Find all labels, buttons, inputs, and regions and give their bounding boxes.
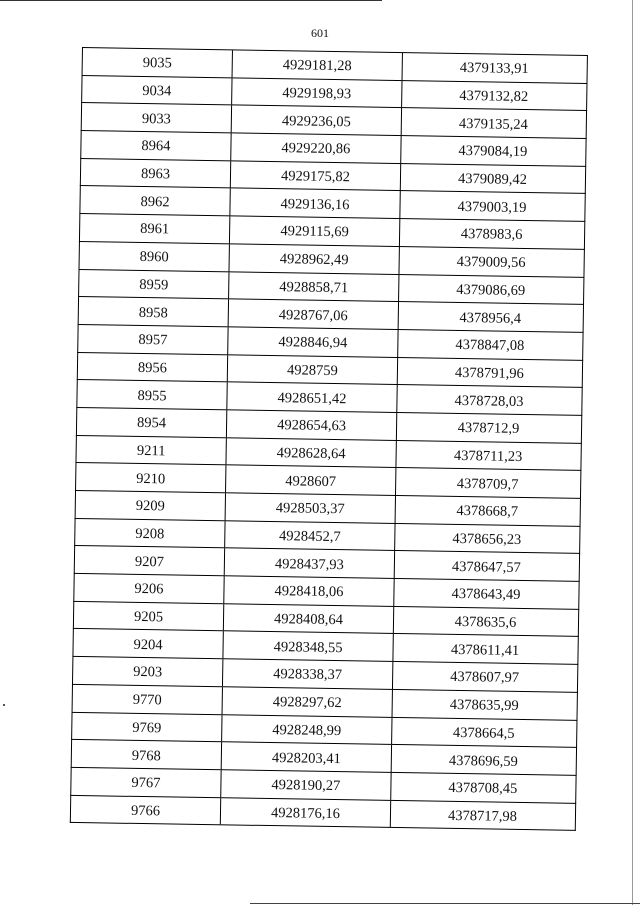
point-number-cell: 9770 (73, 685, 223, 714)
point-number-cell: 8963 (81, 159, 231, 188)
y-coordinate-cell: 4378709,7 (456, 475, 519, 493)
point-number-cell: 9035 (83, 48, 233, 77)
y-coordinate-cell: 4378712,9 (457, 420, 520, 438)
point-number-cell: 9206 (74, 574, 224, 603)
y-coordinate-cell: 4378607,97 (450, 669, 520, 687)
point-number-cell: 9033 (82, 103, 232, 132)
y-coordinate-cell: 4379009,56 (456, 254, 526, 272)
point-number-cell: 9768 (72, 740, 222, 769)
x-coordinate-cell: 4928452,7 (225, 521, 395, 550)
x-coordinate-cell: 4928176,16 (221, 798, 391, 827)
x-coordinate-cell: 4929198,93 (232, 78, 402, 107)
y-coordinate-cell: 4378956,4 (459, 309, 522, 327)
point-number-cell: 8962 (80, 186, 230, 215)
scan-speck (3, 704, 5, 706)
x-coordinate-cell: 4928503,37 (226, 493, 396, 522)
x-coordinate-cell: 4928607 (226, 466, 396, 495)
x-coordinate-cell: 4928437,93 (225, 549, 395, 578)
point-number-cell: 9205 (74, 602, 224, 631)
x-coordinate-cell: 4928297,62 (223, 687, 393, 716)
y-coordinate-cell: 4379084,19 (458, 143, 528, 161)
x-coordinate-cell: 4929115,69 (230, 216, 400, 245)
x-coordinate-cell: 4928408,64 (224, 604, 394, 633)
y-coordinate-cell: 4378696,59 (448, 752, 518, 770)
y-coordinate-cell: 4378711,23 (453, 447, 523, 465)
point-number-cell: 9767 (71, 768, 221, 797)
point-number-cell: 9034 (82, 76, 232, 105)
x-coordinate-cell: 4928767,06 (229, 300, 399, 329)
y-coordinate-cell: 4378647,57 (451, 558, 521, 576)
page-edge (632, 0, 633, 905)
y-coordinate-cell: 4379135,24 (458, 115, 528, 133)
y-coordinate-cell: 4378635,6 (454, 614, 517, 631)
y-coordinate-cell: 4378611,41 (450, 641, 520, 659)
y-coordinate-cell: 4378656,23 (452, 530, 522, 548)
top-rule (0, 0, 382, 1)
x-coordinate-cell: 4928962,49 (230, 244, 400, 273)
point-number-cell: 9203 (73, 657, 223, 686)
x-coordinate-cell: 4928248,99 (222, 715, 392, 744)
y-coordinate-cell: 4378643,49 (451, 586, 521, 604)
x-coordinate-cell: 4929136,16 (230, 189, 400, 218)
point-number-cell: 8958 (79, 297, 229, 326)
point-number-cell: 8954 (77, 408, 227, 437)
y-coordinate-cell: 4378717,98 (447, 807, 518, 825)
y-coordinate-cell: 4378791,96 (454, 364, 524, 382)
y-coordinate-cell: 4378708,45 (448, 780, 518, 798)
point-number-cell: 9769 (72, 712, 222, 741)
y-coordinate-cell: 4379089,42 (457, 171, 528, 189)
bottom-rule (250, 903, 640, 904)
page-number: 601 (311, 26, 329, 40)
y-coordinate-cell: 4378847,08 (455, 337, 525, 355)
point-number-cell: 8960 (80, 242, 230, 271)
y-coordinate-cell: 4378728,03 (454, 392, 524, 410)
point-number-cell: 8957 (78, 325, 228, 354)
x-coordinate-cell: 4928759 (228, 355, 398, 384)
point-number-cell: 8964 (81, 131, 231, 160)
x-coordinate-cell: 4929181,28 (233, 50, 403, 79)
y-coordinate-cell: 4379132,82 (459, 87, 529, 106)
y-coordinate-cell: 4379003,19 (457, 198, 527, 216)
x-coordinate-cell: 4928190,27 (221, 770, 391, 799)
point-number-cell: 9208 (75, 519, 225, 548)
point-number-cell: 9210 (76, 463, 226, 492)
x-coordinate-cell: 4928846,94 (228, 327, 398, 356)
x-coordinate-cell: 4928203,41 (222, 742, 392, 771)
coordinates-table (70, 47, 588, 831)
point-number-cell: 9207 (75, 546, 225, 575)
point-number-cell: 8955 (77, 380, 227, 409)
x-coordinate-cell: 4928628,64 (226, 438, 396, 467)
point-number-cell: 9766 (71, 795, 221, 824)
y-coordinate-cell: 4378668,7 (456, 503, 519, 521)
point-number-cell: 9204 (73, 629, 223, 658)
x-coordinate-cell: 4928651,42 (227, 383, 397, 412)
y-coordinate-cell: 4378635,99 (449, 697, 519, 715)
point-number-cell: 9209 (76, 491, 226, 520)
x-coordinate-cell: 4928858,71 (229, 272, 399, 301)
y-coordinate-cell: 4378983,6 (460, 226, 523, 244)
y-coordinate-cell: 4378664,5 (452, 724, 515, 742)
x-coordinate-cell: 4929175,82 (231, 161, 401, 190)
x-coordinate-cell: 4929236,05 (232, 106, 402, 135)
x-coordinate-cell: 4928654,63 (227, 410, 397, 439)
y-coordinate-cell: 4379133,91 (459, 60, 529, 78)
point-number-cell: 8961 (80, 214, 230, 243)
x-coordinate-cell: 4928418,06 (224, 576, 394, 605)
point-number-cell: 9211 (76, 436, 226, 465)
point-number-cell: 8959 (79, 269, 229, 298)
y-coordinate-cell: 4379086,69 (456, 281, 526, 299)
x-coordinate-cell: 4929220,86 (231, 133, 401, 162)
point-number-cell: 8956 (78, 353, 228, 382)
x-coordinate-cell: 4928348,55 (223, 632, 393, 661)
x-coordinate-cell: 4928338,37 (223, 659, 393, 688)
